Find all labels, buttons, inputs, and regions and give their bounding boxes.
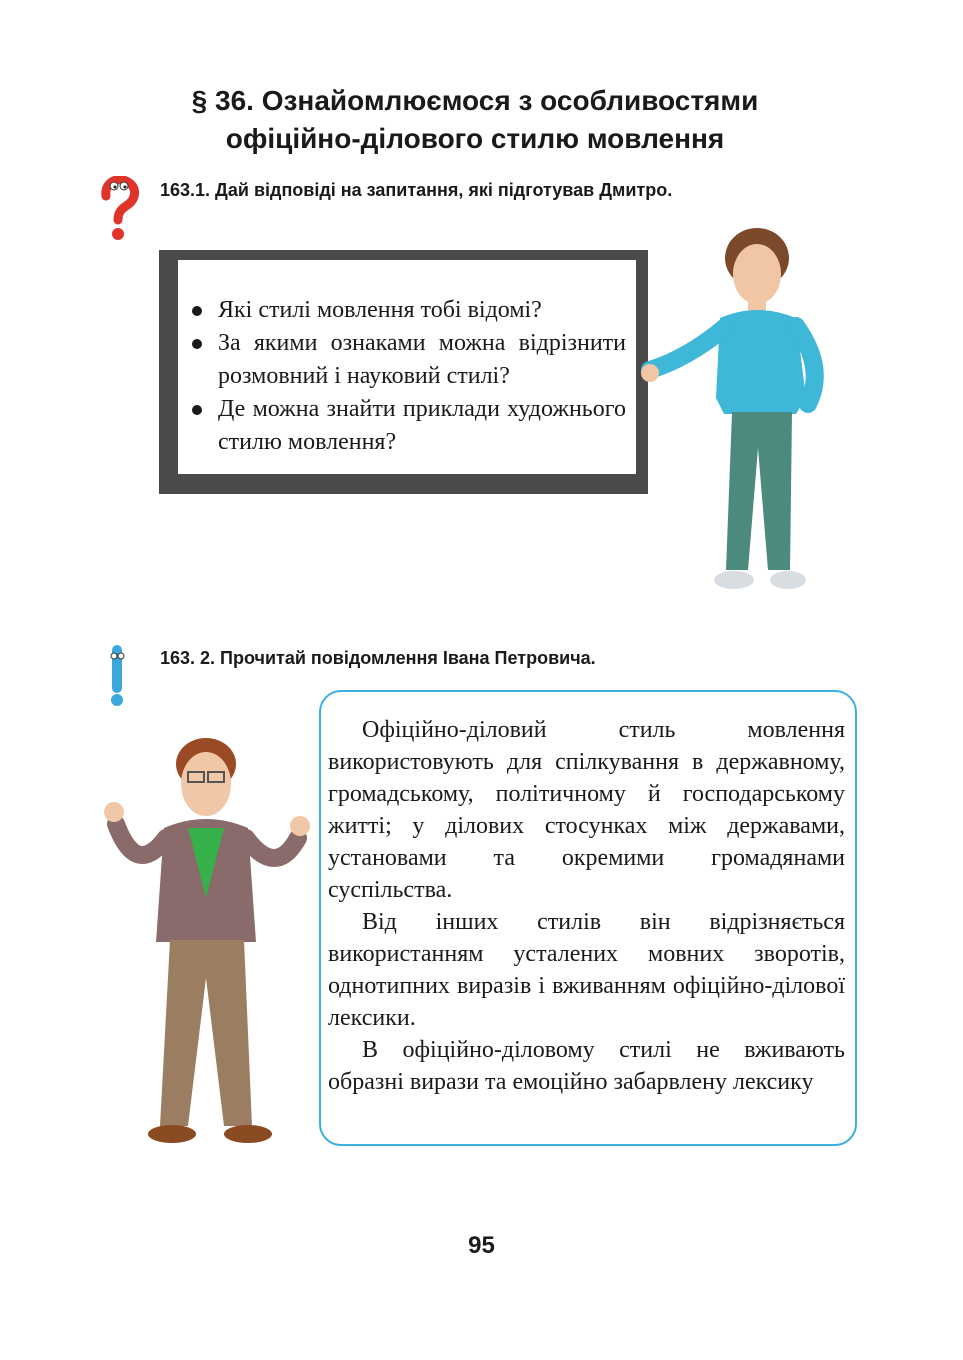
info-frame	[319, 690, 857, 1146]
question-item: Де можна знайти приклади художнього стилю мовлення?	[190, 393, 626, 459]
page-number: 95	[468, 1232, 495, 1259]
info-paragraph: В офіційно-діловому стилі не вживають образні вирази та емоційно забарвлену лексику	[328, 1037, 845, 1095]
page-title	[60, 82, 890, 158]
info-paragraph: Офіційно-діловий стиль мовлення використовують для спілкування в державному, громадському, політичному й господарському житті; у ділових стосунках між державами, установами та окремими громадянами суспільства.	[328, 717, 845, 903]
question-item: За якими ознаками можна відрізнити розмовний і науковий стилі?	[190, 327, 626, 393]
question-mark-icon	[96, 176, 142, 242]
page-title-line-2: офіційно-ділового стилю мовлення	[225, 123, 725, 154]
teacher-illustration	[96, 728, 318, 1150]
questions-list	[190, 294, 626, 459]
chalkboard	[159, 250, 648, 494]
info-paragraph: Від інших стилів він відрізняється використанням усталених мовних зворотів, однотипних виразів і вживанням офіційно-ділової лексики.	[328, 909, 845, 1031]
page-title-line-1: § 36. Ознайомлюємося з особливостями	[191, 85, 759, 116]
boy-illustration	[640, 218, 830, 600]
questions-card	[178, 260, 636, 474]
task-163-2-heading: 163. 2. Прочитай повідомлення Івана Петровича.	[160, 648, 596, 668]
question-item: Які стилі мовлення тобі відомі?	[190, 294, 626, 327]
exclamation-mark-icon	[104, 644, 130, 708]
task-163-1-heading: 163.1. Дай відповіді на запитання, які підготував Дмитро.	[160, 180, 673, 200]
